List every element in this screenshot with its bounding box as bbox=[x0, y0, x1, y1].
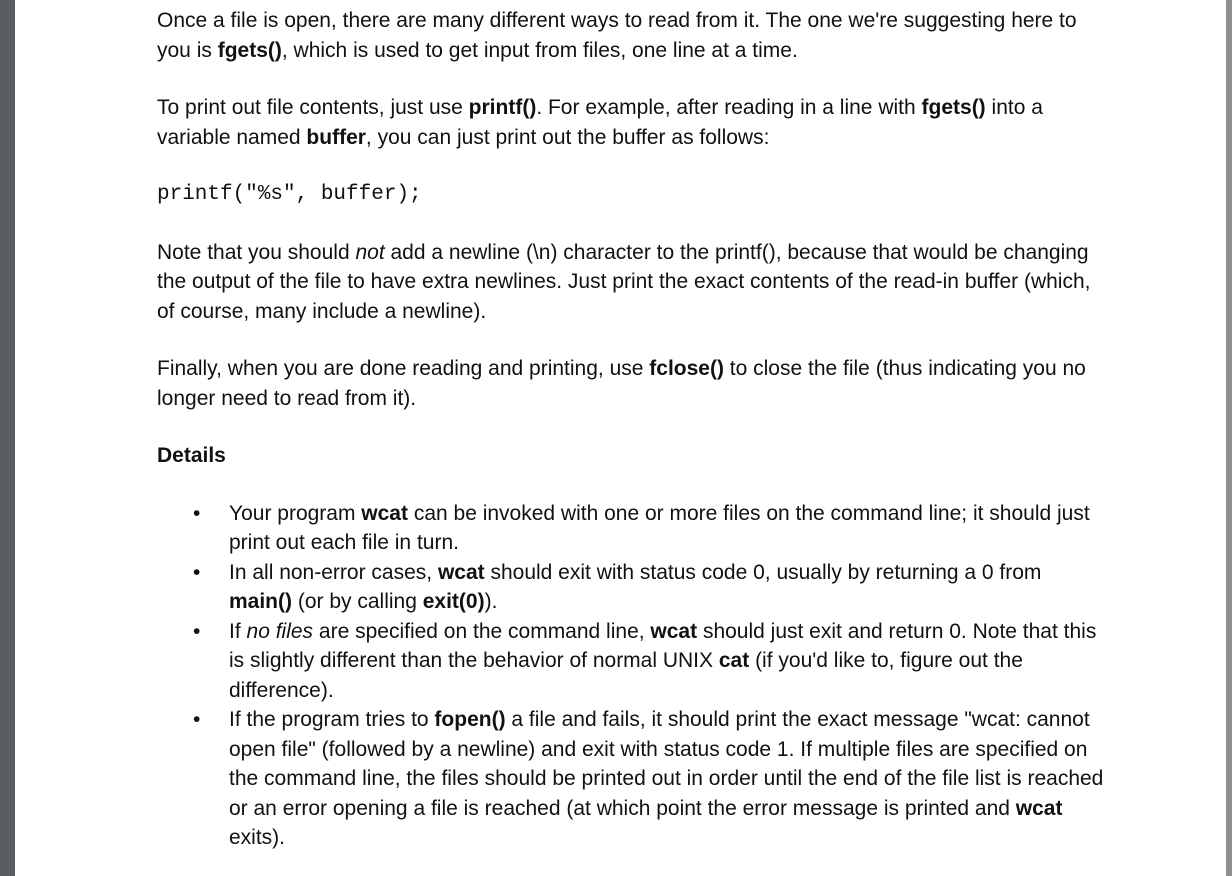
fgets-term: fgets() bbox=[921, 96, 986, 119]
paragraph-printf: To print out file contents, just use printf(). For example, after reading in a line with fgets() into a variable named buffer, you can just print out the buffer as follows: bbox=[157, 96, 1043, 149]
details-list bbox=[157, 499, 1107, 853]
printf-term: printf() bbox=[468, 96, 537, 119]
fclose-term: fclose() bbox=[649, 357, 724, 380]
wcat-term: wcat bbox=[437, 560, 485, 584]
wcat-term: wcat bbox=[361, 501, 408, 525]
bullet-icon: • bbox=[193, 619, 201, 643]
viewer-left-margin bbox=[0, 0, 15, 876]
details-item-fopen-error: • If the program tries to fopen() a file and fails, it should print the exact message "wcat: cannot open file" (followed by a newline) and exit with status code 1. If multiple files are specified on the command line, the files should be printed out in order until the end of the file list is reached or an error opening a file is reached (at which point the error message is printed and wcat exits). bbox=[157, 705, 1107, 853]
bullet-icon: • bbox=[193, 501, 201, 525]
exit-term: exit(0) bbox=[422, 590, 485, 613]
no-files-emphasis: no files bbox=[246, 619, 314, 643]
details-heading: Details bbox=[157, 444, 226, 467]
paragraph-fclose: Finally, when you are done reading and printing, use fclose() to close the file (thus indicating you no longer need to read from it). bbox=[157, 357, 1086, 410]
details-item-exit-code: • In all non-error cases, wcat should exit with status code 0, usually by returning a 0 from main() (or by calling exit(0)). bbox=[157, 558, 1107, 617]
fgets-term: fgets() bbox=[217, 38, 282, 62]
cat-term: cat bbox=[718, 649, 750, 672]
wcat-term: wcat bbox=[650, 619, 698, 643]
paragraph-fgets: Once a file is open, there are many different ways to read from it. The one we're suggesting here to you is fgets(), which is used to get input from files, one line at a time. bbox=[157, 9, 1077, 62]
paragraph-newline-note: Note that you should not add a newline (\n) character to the printf(), because that would be changing the output of the file to have extra newlines. Just print the exact contents of the read-in buffer (which, of course, many include a newline). bbox=[157, 240, 1091, 323]
details-item-invocation: • Your program wcat can be invoked with one or more files on the command line; it should just print out each file in turn. bbox=[157, 499, 1107, 558]
main-term: main() bbox=[229, 590, 292, 613]
wcat-term: wcat bbox=[1015, 796, 1063, 820]
code-snippet: printf("%s", buffer); bbox=[157, 183, 422, 206]
bullet-icon: • bbox=[193, 560, 201, 584]
viewer-scrollbar[interactable] bbox=[1226, 0, 1232, 876]
document-page bbox=[157, 6, 1107, 853]
details-item-no-files: • If no files are specified on the command line, wcat should just exit and return 0. Note that this is slightly different than the behavior of normal UNIX cat (if you'd like to, figure out the difference). bbox=[157, 617, 1107, 706]
bullet-icon: • bbox=[193, 708, 201, 731]
buffer-term: buffer bbox=[306, 125, 366, 149]
fopen-term: fopen() bbox=[434, 708, 506, 731]
not-emphasis: not bbox=[355, 240, 385, 264]
